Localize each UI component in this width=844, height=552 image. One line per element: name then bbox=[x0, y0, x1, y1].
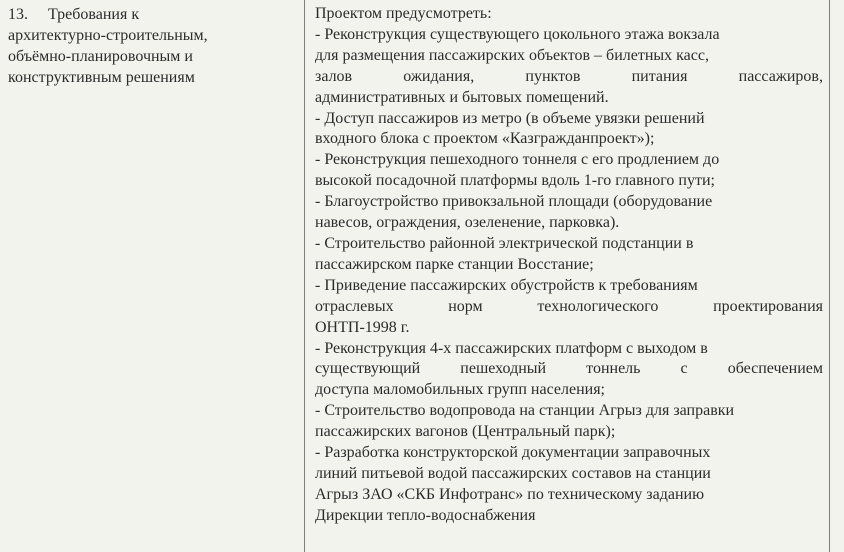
justified-text-line bbox=[315, 67, 823, 88]
word: пунктов bbox=[525, 67, 581, 85]
word: технологического bbox=[537, 297, 659, 315]
intro-line: Проектом предусмотреть: bbox=[315, 5, 492, 22]
text-line: - Благоустройство привокзальной площади (оборудование bbox=[315, 193, 713, 211]
section-title-line: архитектурно-строительным, bbox=[8, 27, 208, 44]
text-line: навесов, ограждения, озеленение, парковка). bbox=[315, 214, 620, 232]
text-line: высокой посадочной платформы вдоль 1-го главного пути; bbox=[315, 172, 715, 190]
word: питания bbox=[631, 67, 688, 85]
text-line: доступа маломобильных групп населения; bbox=[315, 381, 605, 399]
word: пассажиров, bbox=[738, 67, 823, 85]
text-line: - Строительство районной электрической подстанции в bbox=[315, 234, 694, 252]
word: существующий bbox=[315, 360, 421, 378]
word: обеспечением bbox=[727, 360, 823, 378]
text-line: - Приведение пассажирских обустройств к требованиям bbox=[315, 276, 698, 294]
text-line: Агрыз ЗАО «СКБ Инфотранс» по техническому заданию bbox=[315, 485, 705, 503]
word: с bbox=[680, 360, 688, 378]
section-title-line: конструктивным решениям bbox=[8, 69, 195, 86]
text-line: пассажирских вагонов (Центральный парк); bbox=[315, 423, 616, 441]
word: отраслевых bbox=[315, 297, 394, 315]
section-title-line: объёмно-планировочным и bbox=[8, 48, 193, 65]
word: залов bbox=[315, 67, 353, 85]
requirement-text-cell bbox=[315, 4, 823, 527]
text-line: - Разработка конструкторской документации заправочных bbox=[315, 444, 711, 462]
text-line: для размещения пассажирских объектов – билетных касс, bbox=[315, 46, 709, 64]
word: ожидания, bbox=[403, 67, 475, 85]
word: норм bbox=[448, 297, 483, 315]
section-number: 13. bbox=[8, 6, 28, 23]
word: пешеходный bbox=[460, 360, 547, 378]
text-line: - Реконструкция пешеходного тоннеля с его продлением до bbox=[315, 151, 720, 169]
text-line: Дирекции тепло-водоснабжения bbox=[315, 506, 536, 524]
word: тоннель bbox=[586, 360, 641, 378]
column-divider bbox=[304, 0, 305, 552]
table-right-border bbox=[829, 0, 830, 552]
text-line: - Строительство водопровода на станции Агрыз для заправки bbox=[315, 402, 735, 420]
text-line: ОНТП-1998 г. bbox=[315, 318, 410, 336]
text-line: пассажирском парке станции Восстание; bbox=[315, 255, 594, 273]
justified-text-line bbox=[315, 297, 823, 318]
section-title-line: Требования к bbox=[48, 6, 140, 23]
text-line: - Доступ пассажиров из метро (в объеме увязки решений bbox=[315, 109, 705, 127]
text-line: административных и бытовых помещений. bbox=[315, 88, 609, 106]
text-line: входного блока с проектом «Казгражданпроект»); bbox=[315, 130, 655, 148]
text-line: - Реконструкция существующего цокольного этажа вокзала bbox=[315, 25, 720, 43]
text-line: линий питьевой водой пассажирских составов на станции bbox=[315, 464, 711, 482]
requirement-label-cell bbox=[8, 4, 298, 88]
word: проектирования bbox=[713, 297, 823, 315]
justified-text-line bbox=[315, 359, 823, 380]
text-line: - Реконструкция 4-х пассажирских платформ с выходом в bbox=[315, 339, 708, 357]
